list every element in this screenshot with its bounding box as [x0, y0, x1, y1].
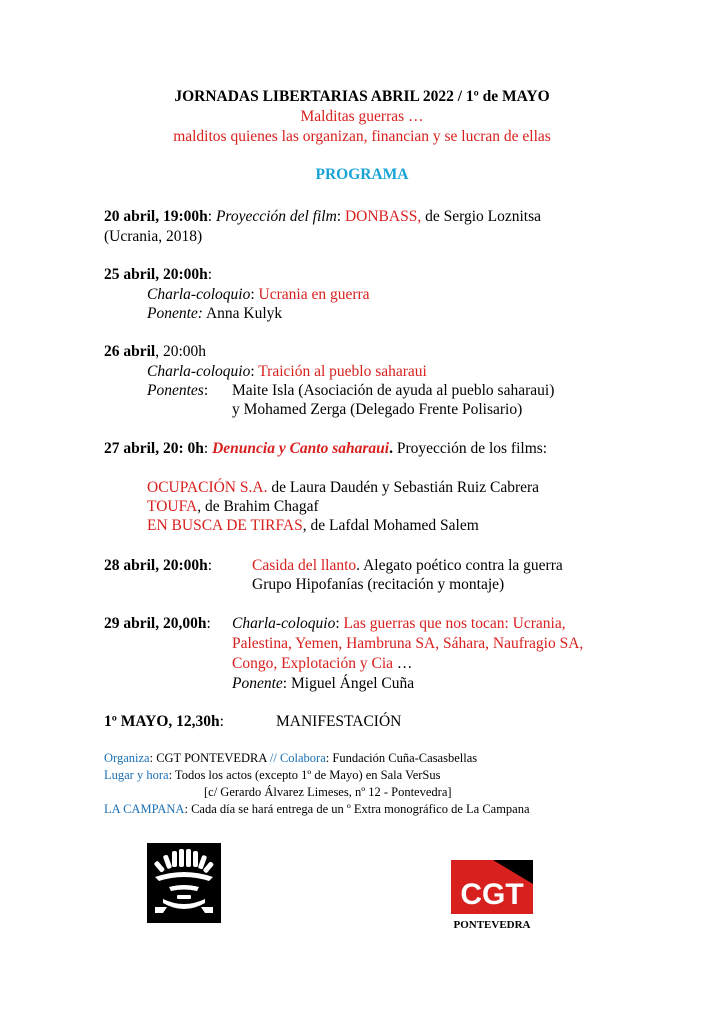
event-title: Las guerras que nos tocan: Ucrania, [343, 615, 566, 632]
programa-heading: PROGRAMA [315, 166, 409, 183]
event-time: , 20:00h [155, 343, 207, 360]
page-title: JORNADAS LIBERTARIAS ABRIL 2022 / 1º de MAYO [174, 88, 550, 105]
film-credit: , de Brahim Chagaf [197, 498, 319, 515]
event-sep: : [207, 208, 216, 225]
event-kind: Charla-coloquio [232, 615, 336, 632]
event-29-abril-title-1: Charla-coloquio: Las guerras que nos tocan: Ucrania, [232, 615, 566, 632]
film-credit: , de Lafdal Mohamed Salem [302, 517, 479, 534]
film-credit: de Laura Daudén y Sebastián Ruiz Cabrera [267, 479, 540, 496]
event-1-mayo-title: MANIFESTACIÓN [276, 713, 402, 730]
event-title: Ucrania en guerra [258, 286, 370, 303]
event-28-abril-line2: Grupo Hipofanías (recitación y montaje) [252, 576, 505, 593]
event-title: Traición al pueblo saharaui [258, 363, 427, 380]
event-date: 28 abril, 20:00h [104, 557, 208, 574]
event-29-abril: 29 abril, 20,00h: [104, 615, 211, 632]
cgt-logo-text: CGT [460, 878, 524, 911]
event-kind: Charla-coloquio [147, 363, 251, 380]
speaker-2: y Mohamed Zerga (Delegado Frente Polisario) [232, 401, 523, 418]
event-25-abril-kind: Charla-coloquio: Ucrania en guerra [147, 286, 370, 303]
film-1 [147, 478, 539, 498]
film-title: TOUFA [147, 498, 198, 515]
lugar-label: Lugar y hora [104, 768, 169, 782]
event-date: 29 abril, 20,00h [104, 615, 207, 632]
film-2 [147, 497, 319, 517]
event-20-abril: 20 abril, 19:00h: Proyección del film: DONBASS, de Sergio Loznitsa [104, 208, 542, 225]
event-1-mayo: 1º MAYO, 12,30h: [104, 713, 224, 730]
event-rest: . Alegato poético contra la guerra [356, 557, 563, 574]
event-title: Congo, Explotación y Cia [232, 655, 394, 672]
subtitle-line-1: Malditas guerras … [300, 108, 424, 125]
event-26-abril-kind: Charla-coloquio: Traición al pueblo saharaui [147, 363, 427, 380]
speaker-label: Ponente: [147, 305, 203, 322]
footer-address: [c/ Gerardo Álvarez Limeses, nº 12 - Pontevedra] [204, 785, 452, 799]
event-rest: de Sergio Loznitsa [421, 208, 542, 225]
event-29-abril-title-2: Palestina, Yemen, Hambruna SA, Sáhara, Naufragio SA, [232, 635, 584, 652]
event-26-abril-speakers: Ponentes: [147, 382, 209, 399]
event-date: 25 abril, 20:00h [104, 266, 208, 283]
event-date: 26 abril [104, 343, 156, 360]
colabora-label: Colabora [276, 751, 326, 765]
event-title: DONBASS, [344, 208, 422, 225]
organiza-label: Organiza [104, 751, 150, 765]
event-27-abril: 27 abril, 20: 0h: Denuncia y Canto saharaui. Proyección de los films: [104, 440, 548, 457]
event-kind: Charla-coloquio [147, 286, 251, 303]
subtitle-line-2: malditos quienes las organizan, financian y se lucran de ellas [173, 128, 551, 145]
event-rest: Proyección de los films: [392, 440, 548, 457]
cgt-logo [449, 856, 535, 932]
event-25-abril [104, 265, 212, 285]
speaker-label: Ponentes [147, 382, 204, 399]
event-kind: Proyección del film [215, 208, 337, 225]
event-date: 20 abril, 19:00h [104, 208, 208, 225]
event-title: Casida del llanto [252, 557, 357, 574]
film-title: OCUPACIÓN S.A. [147, 479, 268, 496]
event-date: 1º MAYO, 12,30h [104, 713, 220, 730]
libertarian-emblem-icon [147, 843, 221, 923]
film-title: EN BUSCA DE TIRFAS [147, 517, 303, 534]
speaker-name: Anna Kulyk [202, 305, 283, 322]
speaker-1: Maite Isla (Asociación de ayuda al pueblo saharaui) [232, 382, 555, 399]
campana-label: LA CAMPANA [104, 802, 185, 816]
footer-lugar: Lugar y hora: Todos los actos (excepto 1º de Mayo) en Sala VerSus [104, 768, 441, 782]
footer-organiza: Organiza: CGT PONTEVEDRA // Colabora: Fundación Cuña-Casasbellas [104, 751, 478, 765]
film-3 [147, 516, 479, 536]
event-29-abril-speaker [232, 674, 414, 694]
event-date-tail: : [207, 266, 213, 283]
event-date: 27 abril, 20: 0h [104, 440, 204, 457]
event-28-abril-title [252, 556, 563, 576]
speaker-name: : Miguel Ángel Cuña [282, 675, 415, 692]
event-20-abril-line2: (Ucrania, 2018) [104, 228, 203, 245]
event-25-abril-speaker [147, 304, 282, 324]
event-sep: : [203, 440, 213, 457]
event-29-abril-title-3: Congo, Explotación y Cia … [232, 655, 413, 672]
cgt-logo-caption: PONTEVEDRA [453, 919, 531, 931]
footer-campana: LA CAMPANA: Cada día se hará entrega de un º Extra monográfico de La Campana [104, 802, 530, 816]
speaker-label: Ponente [232, 675, 283, 692]
event-28-abril: 28 abril, 20:00h: [104, 557, 213, 574]
event-title: Denuncia y Canto saharaui [212, 440, 390, 457]
event-26-abril [104, 342, 206, 362]
